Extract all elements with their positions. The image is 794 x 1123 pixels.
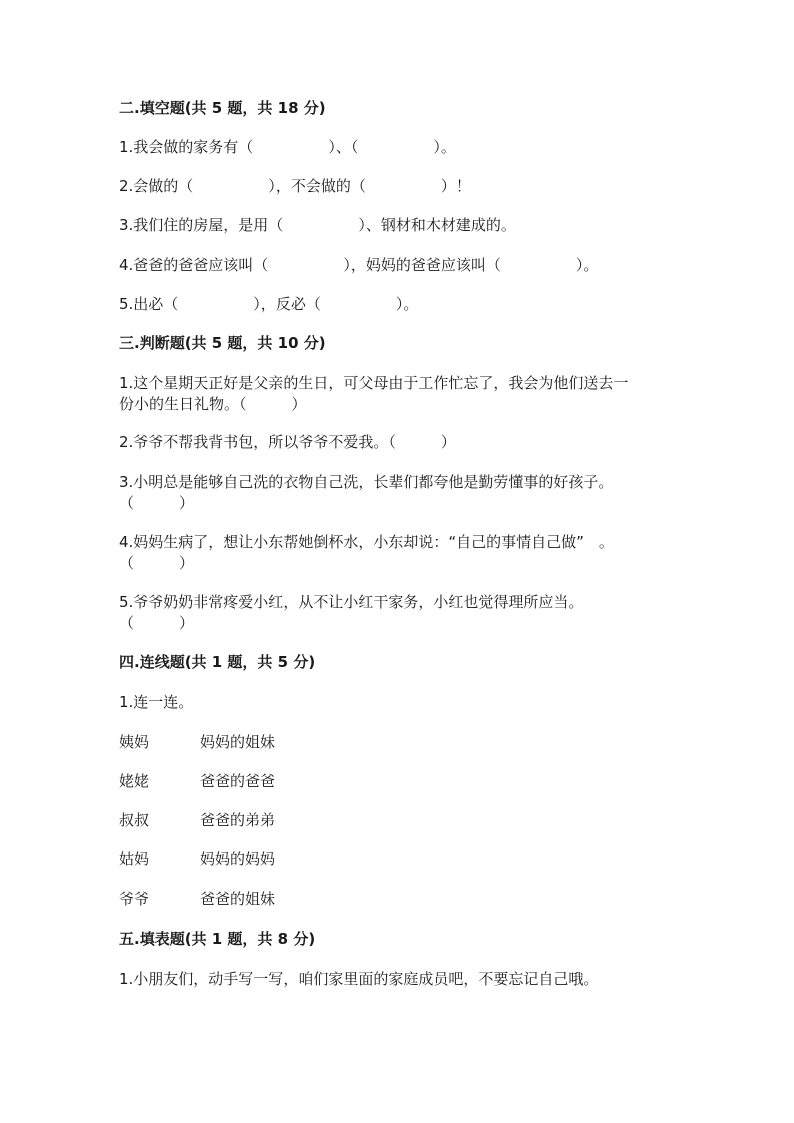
section-heading-table-fill: 五.填表题(共 1 题，共 8 分) bbox=[119, 930, 316, 948]
matching-question-1: 1.连一连。 bbox=[119, 693, 194, 711]
matching-right-item: 妈妈的姐妹 bbox=[200, 733, 276, 751]
matching-left-item: 姑妈 bbox=[119, 850, 150, 868]
fill-blank-question-5: 5.出必（ ），反必（ ）。 bbox=[119, 295, 419, 313]
matching-left-item: 姨妈 bbox=[119, 733, 150, 751]
matching-right-item: 妈妈的妈妈 bbox=[200, 850, 276, 868]
fill-blank-question-4: 4.爸爸的爸爸应该叫（ ），妈妈的爸爸应该叫（ ）。 bbox=[119, 256, 599, 274]
true-false-question-3-line-2: （ ） bbox=[119, 494, 195, 512]
fill-blank-question-1: 1.我会做的家务有（ ）、（ ）。 bbox=[119, 138, 456, 156]
true-false-question-4-line-2: （ ） bbox=[119, 554, 195, 572]
table-fill-question-1: 1.小朋友们，动手写一写，咱们家里面的家庭成员吧，不要忘记自己哦。 bbox=[119, 970, 599, 988]
true-false-question-5-line-1: 5.爷爷奶奶非常疼爱小红，从不让小红干家务，小红也觉得理所应当。 bbox=[119, 593, 584, 611]
true-false-question-4-line-1: 4.妈妈生病了，想让小东帮她倒杯水，小东却说：“自己的事情自己做” 。 bbox=[119, 533, 614, 551]
matching-right-item: 爸爸的弟弟 bbox=[200, 811, 276, 829]
matching-left-item: 爷爷 bbox=[119, 890, 150, 908]
section-heading-true-false: 三.判断题(共 5 题，共 10 分) bbox=[119, 334, 326, 352]
true-false-question-1-line-1: 1.这个星期天正好是父亲的生日，可父母由于工作忙忘了，我会为他们送去一 bbox=[119, 374, 629, 392]
matching-right-item: 爸爸的姐妹 bbox=[200, 890, 276, 908]
fill-blank-question-2: 2.会做的（ ），不会做的（ ）！ bbox=[119, 177, 471, 195]
section-heading-fill-blank: 二.填空题(共 5 题，共 18 分) bbox=[119, 99, 326, 117]
true-false-question-1-line-2: 份小的生日礼物。（ ） bbox=[119, 395, 307, 413]
fill-blank-question-3: 3.我们住的房屋，是用（ ）、钢材和木材建成的。 bbox=[119, 216, 516, 234]
section-heading-matching: 四.连线题(共 1 题，共 5 分) bbox=[119, 653, 316, 671]
matching-left-item: 叔叔 bbox=[119, 811, 150, 829]
true-false-question-2: 2.爷爷不帮我背书包，所以爷爷不爱我。（ ） bbox=[119, 433, 456, 451]
matching-right-item: 爸爸的爸爸 bbox=[200, 772, 276, 790]
true-false-question-5-line-2: （ ） bbox=[119, 614, 195, 632]
matching-left-item: 姥姥 bbox=[119, 772, 150, 790]
true-false-question-3-line-1: 3.小明总是能够自己洗的衣物自己洗，长辈们都夸他是勤劳懂事的好孩子。 bbox=[119, 473, 614, 491]
